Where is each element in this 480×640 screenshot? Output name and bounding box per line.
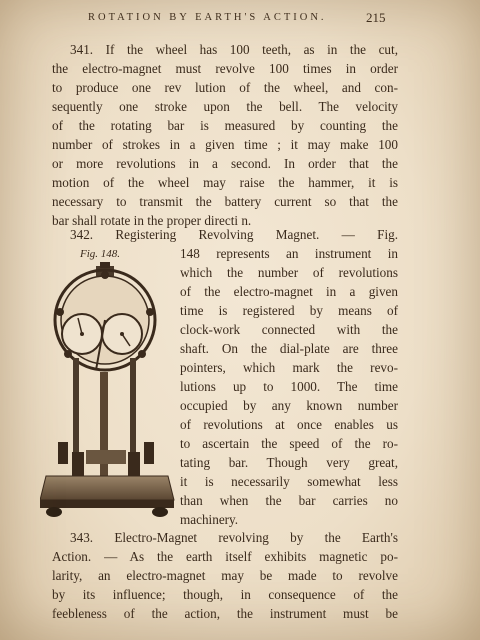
running-header: ROTATION BY EARTH'S ACTION. xyxy=(88,12,327,23)
paragraph-342-line: shaft. On the dial-plate are three xyxy=(180,341,398,356)
paragraph-342-line: it is necessarily somewhat less xyxy=(180,474,398,489)
paragraph-341-line: bar shall rotate in the proper directi n. xyxy=(52,213,252,228)
paragraph-343-line: 343. Electro-Magnet revolving by the Earth's xyxy=(70,530,398,545)
paragraph-342-line: of the electro-magnet in a given xyxy=(180,284,398,299)
paragraph-341-line: number of strokes in a given time ; it may make 100 xyxy=(52,137,398,152)
paragraph-342-line: clock-work connected with the xyxy=(180,322,398,337)
paragraph-342-line: 148 represents an instrument in xyxy=(180,246,398,261)
paragraph-342-line: lutions up to 1000. The time xyxy=(180,379,398,394)
paragraph-341-line: or more revolutions in a second. In order that the xyxy=(52,156,398,171)
paragraph-341-line: motion of the wheel may raise the hammer, it is xyxy=(52,175,398,190)
paragraph-342-line: machinery. xyxy=(180,512,239,527)
paragraph-341-line: necessary to transmit the battery current so that the xyxy=(52,194,398,209)
figure-caption: Fig. 148. xyxy=(80,248,121,260)
paragraph-343-line: Action. — As the earth itself exhibits magnetic po- xyxy=(52,549,398,564)
paragraph-342-line: which the number of revolutions xyxy=(180,265,398,280)
paragraph-342-line: pointers, which mark the revo- xyxy=(180,360,398,375)
paragraph-343-line: by its influence; though, in consequence of the xyxy=(52,587,398,602)
paragraph-343-line: larity, an electro-magnet may be made to revolve xyxy=(52,568,398,583)
paragraph-341-line: 341. If the wheel has 100 teeth, as in the cut, xyxy=(70,42,398,57)
paragraph-342-line: time is registered by means of xyxy=(180,303,398,318)
paragraph-343-line: feebleness of the action, the instrument must be xyxy=(52,606,398,621)
paragraph-341-line: of the rotating bar is measured by counting the xyxy=(52,118,398,133)
paragraph-342-line: occupied by any known number xyxy=(180,398,398,413)
paragraph-342-line: than when the bar carries no xyxy=(180,493,398,508)
paragraph-342-line: to ascertain the speed of the ro- xyxy=(180,436,398,451)
paragraph-341-line: the electro-magnet must revolve 100 times in order xyxy=(52,61,398,76)
registering-magnet-illustration xyxy=(40,262,180,524)
page-number: 215 xyxy=(366,10,386,25)
paragraph-342-heading: 342. Registering Revolving Magnet. — Fig. xyxy=(70,227,398,242)
paragraph-342-line: tating bar. Though very great, xyxy=(180,455,398,470)
paragraph-341-line: sequently one stroke upon the bell. The velocity xyxy=(52,99,398,114)
paragraph-342-line: of revolutions at once enables us xyxy=(180,417,398,432)
paragraph-341-line: to produce one rev lution of the wheel, and con- xyxy=(52,80,398,95)
